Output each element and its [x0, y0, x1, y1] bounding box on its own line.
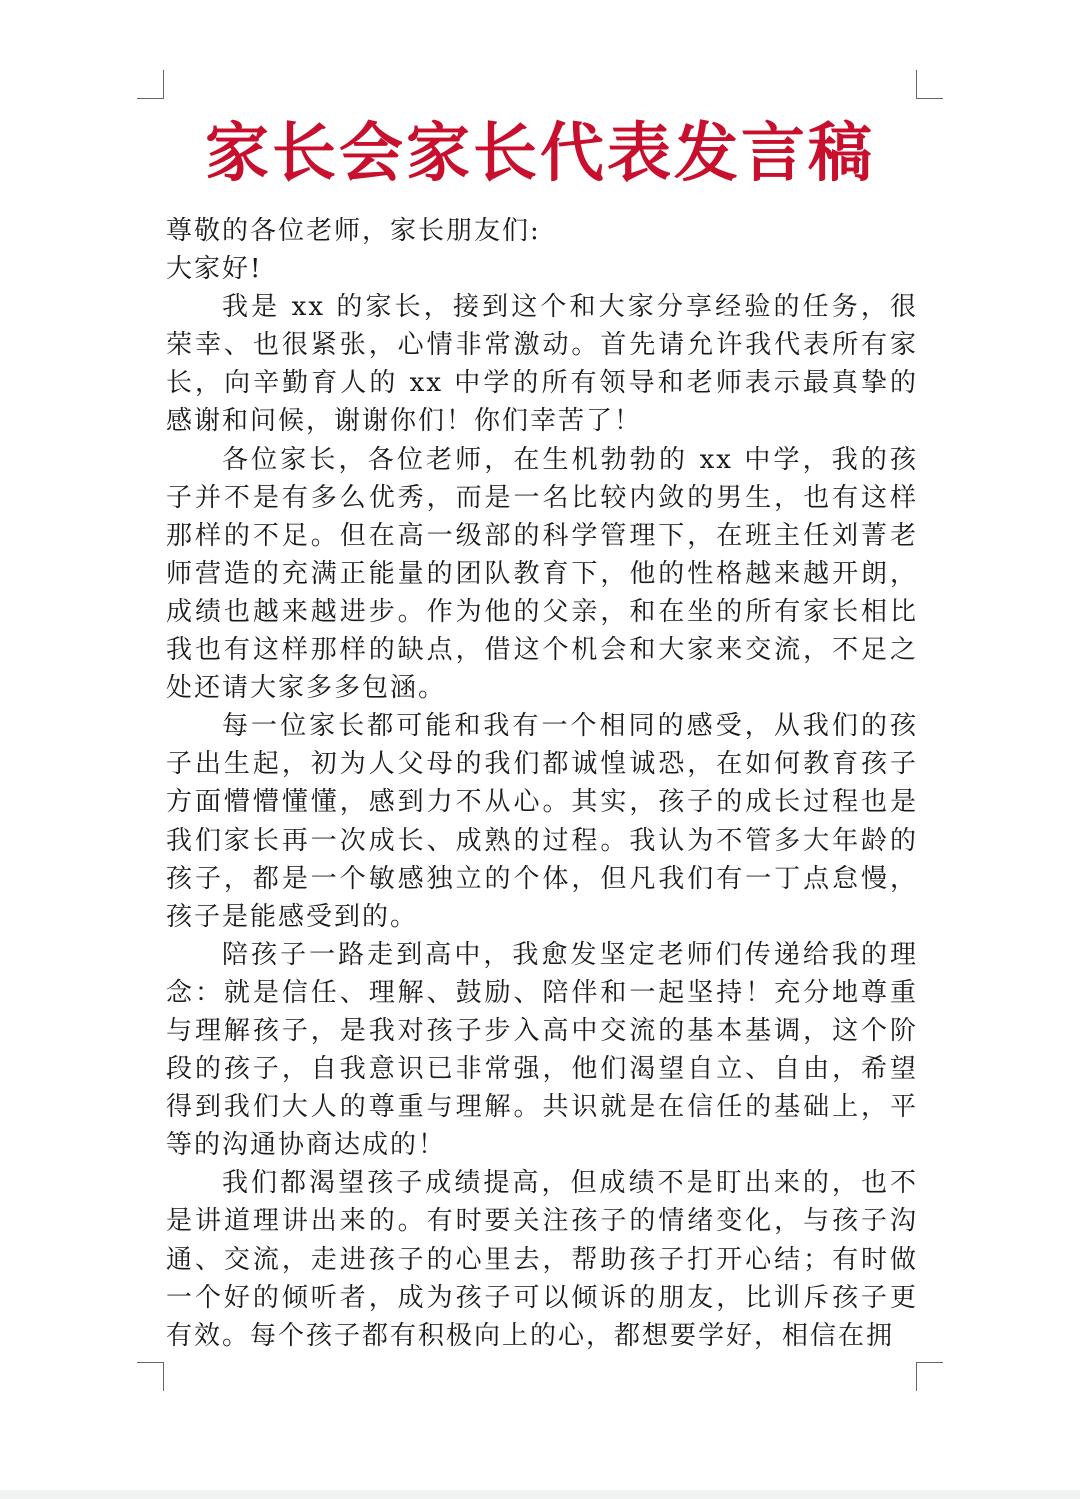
greeting: 大家好! [166, 254, 263, 285]
paragraph: 各位家长，各位老师，在生机勃勃的 xx 中学，我的孩子并不是有多么优秀，而是一名比较内敛的男生，也有这样那样的不足。但在高一级部的科学管理下，在班主任刘菁老师营造的充满正能量的团队教育下，他的性格越来越开朗，成绩也越来越进步。作为他的父亲，和在坐的所有家长相比我也有这样那样的缺点，借这个机会和大家来交流，不足之处还请大家多多包涵。 [166, 444, 918, 704]
document-body [166, 212, 918, 1355]
crop-mark-bottom-right [916, 1362, 943, 1391]
paragraph: 我是 xx 的家长，接到这个和大家分享经验的任务，很荣幸、也很紧张，心情非常激动。首先请允许我代表所有家长，向辛勤育人的 xx 中学的所有领导和老师表示最真挚的感谢和问候，谢谢你们！你们幸苦了！ [166, 292, 918, 437]
crop-mark-bottom-left [137, 1362, 164, 1391]
paragraph: 每一位家长都可能和我有一个相同的感受，从我们的孩子出生起，初为人父母的我们都诚惶诚恐，在如何教育孩子方面懵懵懂懂，感到力不从心。其实，孩子的成长过程也是我们家长再一次成长、成熟的过程。我认为不管多大年龄的孩子，都是一个敏感独立的个体，但凡我们有一丁点怠慢，孩子是能感受到的。 [166, 711, 918, 932]
salutation: 尊敬的各位老师，家长朋友们: [166, 216, 541, 246]
crop-mark-top-left [137, 70, 164, 99]
crop-mark-top-right [916, 70, 943, 99]
document-title: 家长会家长代表发言稿 [205, 116, 875, 191]
paragraph: 我们都渴望孩子成绩提高，但成绩不是盯出来的，也不是讲道理讲出来的。有时要关注孩子的情绪变化，与孩子沟通、交流，走进孩子的心里去，帮助孩子打开心结；有时做一个好的倾听者，成为孩子可以倾诉的朋友，比训斥孩子更有效。每个孩子都有积极向上的心，都想要学好，相信在拥 [166, 1168, 918, 1351]
paragraph: 陪孩子一路走到高中，我愈发坚定老师们传递给我的理念：就是信任、理解、鼓励、陪伴和一起坚持！充分地尊重与理解孩子，是我对孩子步入高中交流的基本基调，这个阶段的孩子，自我意识已非常强，他们渴望自立、自由，希望得到我们大人的尊重与理解。共识就是在信任的基础上，平等的沟通协商达成的！ [166, 939, 918, 1161]
page-bottom-margin [0, 1490, 1080, 1499]
